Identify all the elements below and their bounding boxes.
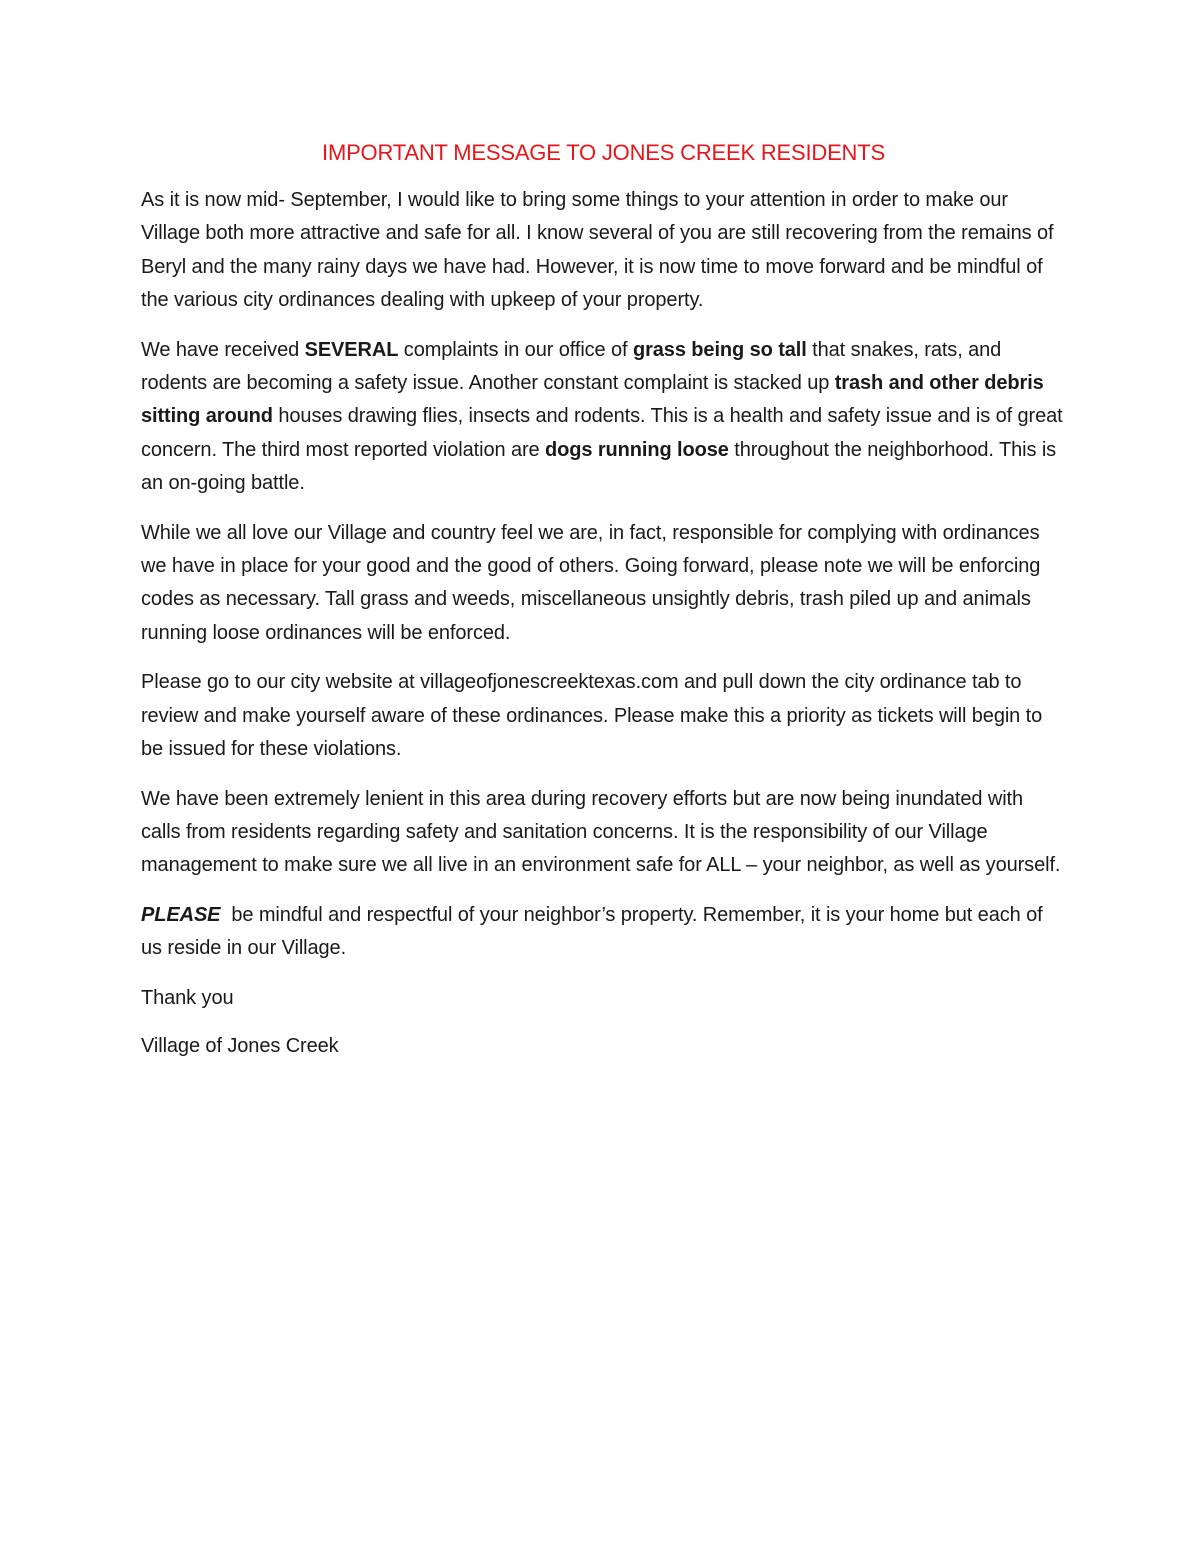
text-span: that snakes, rats, and rodents are becoming a safety issue. Another constant complaint is stacked up xyxy=(141,338,1002,394)
paragraph-website: Please go to our city website at villageofjonescreektexas.com and pull down the city ordinance tab to review and make yourself aware of these ordinances. Please make this a priority as tickets will begin to be issued for these violations. xyxy=(141,671,1043,760)
bold-several: SEVERAL xyxy=(304,338,399,361)
text-span: houses drawing flies, insects and rodents. This is a health and safety issue and is of great concern. The third most reported violation are xyxy=(141,405,1063,461)
emphasis-please: PLEASE xyxy=(141,904,221,927)
signature: Village of Jones Creek xyxy=(141,1034,339,1057)
bold-grass: grass being so tall xyxy=(632,338,807,361)
text-span: complaints in our office of xyxy=(398,338,633,361)
paragraph-intro: As it is now mid- September, I would like to bring some things to your attention in order to make our Village both more attractive and safe for all. I know several of you are still recovering from the remains of Beryl and the many rainy days we have had. However, it is now time to move forward and be mindful of the various city ordinances dealing with upkeep of your property. xyxy=(141,189,1054,311)
page-title: IMPORTANT MESSAGE TO JONES CREEK RESIDENTS xyxy=(322,140,885,165)
bold-trash: trash and other debris sitting around xyxy=(141,371,1044,428)
letter-page xyxy=(141,140,1066,1077)
paragraph-please xyxy=(141,899,1066,966)
closing-thanks: Thank you xyxy=(141,987,234,1010)
paragraph-lenient: We have been extremely lenient in this area during recovery efforts but are now being inundated with calls from residents regarding safety and sanitation concerns. It is the responsibility of our Village management to make sure we all live in an environment safe for ALL – your neighbor, as well as yourself. xyxy=(141,787,1061,877)
bold-dogs: dogs running loose xyxy=(545,438,729,461)
paragraph-enforcement: While we all love our Village and country feel we are, in fact, responsible for complying with ordinances we have in place for your good and the good of others. Going forward, please note we will be enforcing codes as necessary. Tall grass and weeds, miscellaneous unsightly debris, trash piled up and animals running loose ordinances will be enforced. xyxy=(141,521,1041,644)
text-span: We have received xyxy=(141,338,305,361)
text-span: throughout the neighborhood. This is an on-going battle. xyxy=(141,438,1057,494)
text-span: be mindful and respectful of your neighbor’s property. Remember, it is your home but each of us reside in our Village. xyxy=(141,904,1049,960)
paragraph-complaints xyxy=(141,334,1066,500)
